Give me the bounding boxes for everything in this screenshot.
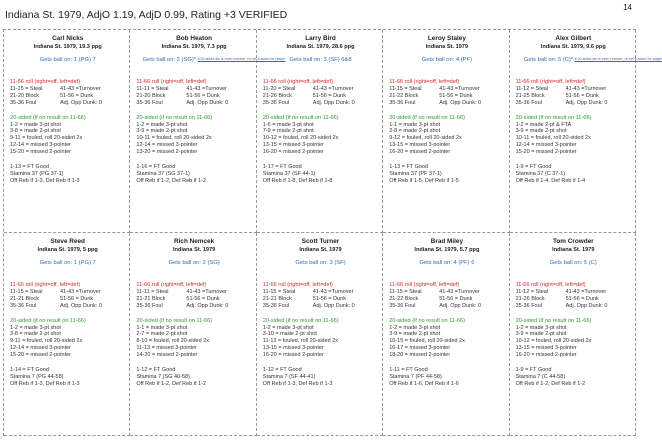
roll-left: 35-36 Foul <box>389 302 416 309</box>
rebound: Off Reb if 1-2, Def Reb if 1-2 <box>136 177 206 184</box>
roll-20-row: 16-17 = missed 3-pointer <box>389 345 451 352</box>
player-team: Indiana St. 1979 <box>172 247 216 253</box>
roll-right: 41-43 =Turnover <box>565 288 607 295</box>
roll-right: Adj. Opp Dunk: 0 <box>186 99 229 106</box>
player-name: Leroy Staley <box>427 35 466 42</box>
gets-ball-label: Gets ball on: 1 (PG) 7 <box>39 57 96 63</box>
roll-20-row: 16-20 = missed 2-pointer <box>389 149 451 156</box>
roll-left: 11-15 = Steal <box>262 288 296 295</box>
player-card <box>510 30 662 233</box>
roll-20-row: 11-13 = missed 3-pointer <box>136 345 197 352</box>
roll-left: 35-36 Foul <box>10 99 37 106</box>
stamina: Stamina 7 (SG 40-58) <box>136 373 190 380</box>
gets-ball-label: Gets ball on: 2 (SG)* <box>142 57 197 63</box>
roll-right: 51-56 = Dunk <box>186 92 220 99</box>
player-team: Indiana St. 1979, 19.3 ppg <box>33 44 102 50</box>
roll-left: 35-36 Foul <box>515 302 542 309</box>
roll-20-row: 12-14 = missed 3-pointer <box>515 142 577 149</box>
roll-left: 11-15 = Steal <box>10 85 43 92</box>
rebound: Off Reb if 1-2, Def Reb if 1-2 <box>515 380 586 387</box>
reroll-note: if 20-sided die is even number, re-roll 8-sided for player <box>574 57 662 62</box>
roll-left: 11-15 = Steal <box>389 85 422 92</box>
roll-11-66-row <box>136 93 251 100</box>
roll-11-66-row <box>516 303 631 310</box>
roll-11-66-row <box>389 93 504 100</box>
rebound: Off Reb if 1-8, Def Reb if 1-8 <box>262 177 333 184</box>
roll-right: Adj. Opp Dunk: 0 <box>565 302 608 309</box>
rebound: Off Reb if 1-4, Def Reb if 1-4 <box>515 177 586 184</box>
player-card <box>257 233 383 436</box>
player-card <box>4 233 130 436</box>
player-name: Rich Nemcek <box>174 238 215 245</box>
roll-20-header: 20-sided (if no result on 11-66) <box>10 317 86 324</box>
roll-left: 21-21 Block <box>262 295 292 302</box>
player-team: Indiana St. 1979, 28.6 ppg <box>286 44 355 50</box>
roll-right: 51-56 = Dunk <box>439 295 473 302</box>
roll-20-header: 20-sided (if no result on 11-66) <box>389 317 465 324</box>
player-team: Indiana St. 1979 <box>299 247 342 253</box>
roll-left: 11-20 = Steal <box>262 85 296 92</box>
roll-right: 51-56 = Dunk <box>565 295 599 302</box>
player-name: Brad Miley <box>430 238 464 245</box>
roll-20-row: 3-9 = made 2-pt shot <box>389 331 441 338</box>
roll-20-header: 20-sided (if no result on 11-66) <box>515 114 592 121</box>
roll-11-66-row <box>263 86 378 93</box>
gets-ball-on <box>516 57 662 63</box>
rebound: Off Reb if 1-3, Def Reb if 1-3 <box>10 380 80 387</box>
roll-20-row: 7-9 = made 2-pt shot <box>262 128 314 135</box>
gets-ball-on <box>389 57 504 63</box>
player-team: Indiana St. 1979, 5.7 ppg <box>414 247 480 253</box>
roll-left: 11-12 = Steal <box>515 85 549 92</box>
gets-ball-on <box>516 260 631 266</box>
roll-20-row: 1-6 = made 3-pt shot <box>262 121 314 128</box>
player-card <box>510 233 636 436</box>
roll-20-header: 20-sided (if no result on 11-66) <box>262 317 339 324</box>
roll-11-66-row <box>136 296 251 303</box>
free-throw: 1-16 = FT Good <box>136 164 176 171</box>
player-card-grid <box>3 29 662 436</box>
roll-20-row: 10-15 = fouled, roll 20-sided 2x <box>389 338 465 345</box>
player-name: Scott Turner <box>301 238 340 245</box>
free-throw: 1-13 = FT Good <box>10 164 49 171</box>
roll-20-row: 3-9 = made 2-pt shot <box>136 128 188 135</box>
roll-20-row: 1-2 = made 2-pt & FTA <box>515 121 572 128</box>
roll-11-66-row <box>10 100 125 107</box>
roll-11-66-header: 11-66 roll (right=off, left=def) <box>10 79 81 85</box>
roll-20-row: 13-15 = missed 3-pointer <box>389 142 451 149</box>
player-name: Alex Gilbert <box>555 35 592 42</box>
rebound: Off Reb if 1-3, Def Reb if 1-3 <box>10 177 80 184</box>
roll-right: 51-56 = Dunk <box>60 295 94 302</box>
stamina: Stamina 7 (C 44-58) <box>515 373 566 380</box>
roll-left: 21-25 Block <box>515 92 545 99</box>
roll-11-66-row <box>516 296 631 303</box>
roll-11-66-row <box>263 100 378 107</box>
roll-20-row: 11-13 = fouled, roll 20-sided 2x <box>262 338 339 345</box>
player-team: Indiana St. 1979, 9.6 ppg <box>540 44 606 50</box>
roll-20-row: 9-12 = fouled, roll 20-sided 2x <box>389 135 462 142</box>
roll-20-header: 20-sided (if no result on 11-66) <box>515 317 592 324</box>
roll-11-66-row <box>136 303 251 310</box>
roll-right: 41-43 =Turnover <box>186 288 228 295</box>
player-card <box>257 30 383 233</box>
roll-20-row: 13-15 = missed 3-pointer <box>262 345 324 352</box>
roll-right: 41-43 =Turnover <box>186 85 228 92</box>
roll-11-66-header: 11-66 roll (right=off, left=def) <box>389 282 460 288</box>
rebound: Off Reb if 1-3, Def Reb if 1-3 <box>262 380 333 387</box>
roll-20-row: 1-2 = made 3-pt shot <box>10 324 61 331</box>
roll-20-row: 3-8 = made 2-pt shot <box>10 331 61 338</box>
player-team: Indiana St. 1979, 7.3 ppg <box>161 44 227 50</box>
roll-11-66-header: 11-66 roll (right=off, left=def) <box>262 79 333 85</box>
roll-11-66-row <box>516 86 631 93</box>
roll-right: Adj. Opp Dunk: 0 <box>312 99 355 106</box>
free-throw: 1-12 = FT Good <box>262 367 302 374</box>
roll-20-row: 15-20 = missed 2-pointer <box>515 149 577 156</box>
gets-ball-label: Gets ball on: 4 (PF) <box>421 57 473 63</box>
roll-20-row: 13-20 = missed 2-pointer <box>136 149 198 156</box>
roll-11-66-row <box>389 296 504 303</box>
roll-20-header: 20-sided (if no result on 11-66) <box>10 114 86 121</box>
player-team: Indiana St. 1979 <box>425 44 469 50</box>
gets-ball-label: Gets ball on: 1 (PG) 7 <box>39 260 96 266</box>
roll-20-row: 9-11 = fouled, roll 20-sided 2x <box>10 135 83 142</box>
roll-11-66-row <box>389 100 504 107</box>
roll-right: Adj. Opp Dunk: 0 <box>439 302 482 309</box>
stamina: Stamina 37 (PG 37-1) <box>10 170 64 177</box>
roll-right: 51-56 = Dunk <box>312 92 346 99</box>
roll-20-row: 9-11 = fouled, roll 20-sided 2x <box>10 338 83 345</box>
roll-20-row: 12-14 = missed 3-pointer <box>10 142 71 149</box>
roll-20-header: 20-sided (if no result on 11-66) <box>262 114 339 121</box>
roll-20-row: 15-20 = missed 2-pointer <box>10 149 71 156</box>
stamina: Stamina 37 (PF 37-1) <box>389 170 442 177</box>
roll-11-66-row <box>389 86 504 93</box>
roll-right: Adj. Opp Dunk: 0 <box>439 99 482 106</box>
gets-ball-on <box>136 260 251 266</box>
roll-left: 21-20 Block <box>10 92 40 99</box>
gets-ball-label: Gets ball on: 3 (SF) 6&8 <box>289 57 352 63</box>
rebound: Off Reb if 1-5, Def Reb if 1-5 <box>389 177 459 184</box>
roll-11-66-row <box>10 289 125 296</box>
roll-20-row: 1-2 = made 3-pt shot <box>10 121 61 128</box>
roll-right: 41-43 =Turnover <box>60 288 101 295</box>
roll-right: 51-56 = Dunk <box>186 295 220 302</box>
roll-11-66-row <box>136 100 251 107</box>
roll-left: 35-36 Foul <box>389 99 416 106</box>
roll-11-66-row <box>516 100 631 107</box>
player-name: Tom Crowder <box>552 238 594 245</box>
roll-20-row: 12-14 = missed 3-pointer <box>136 142 198 149</box>
roll-20-row: 16-20 = missed 2-pointer <box>262 149 324 156</box>
rebound: Off Reb if 1-6, Def Reb if 1-6 <box>389 380 459 387</box>
gets-ball-on <box>263 57 378 63</box>
roll-right: 51-56 = Dunk <box>439 92 473 99</box>
free-throw: 1-12 = FT Good <box>136 367 176 374</box>
free-throw: 1-9 = FT Good <box>515 367 552 374</box>
player-name: Bob Heaton <box>176 35 213 42</box>
roll-20-row: 10-12 = fouled, roll 20-sided 2x <box>515 338 592 345</box>
roll-20-row: 1-1 = made 3-pt shot <box>389 121 441 128</box>
roll-right: 41-43 =Turnover <box>312 288 354 295</box>
roll-20-header: 20-sided (if no result on 11-66) <box>136 114 213 121</box>
roll-20-row: 13-15 = missed 3-pointer <box>515 345 577 352</box>
roll-left: 21-22 Block <box>389 295 419 302</box>
roll-11-66-row <box>516 93 631 100</box>
player-card <box>4 30 130 233</box>
player-name: Steve Reed <box>50 238 85 245</box>
roll-left: 35-36 Foul <box>262 302 290 309</box>
roll-11-66-row <box>516 289 631 296</box>
player-card <box>383 233 509 436</box>
gets-ball-label: Gets ball on: 5 (C) <box>549 260 597 266</box>
roll-20-row: 2-8 = made 2-pt shot <box>389 128 441 135</box>
stamina: Stamina 37 (SG 37-1) <box>136 170 190 177</box>
roll-20-row: 1-1 = made 3-pt shot <box>136 324 188 331</box>
roll-11-66-header: 11-66 roll (right=off, left=def) <box>10 282 81 288</box>
gets-ball-on <box>136 57 286 63</box>
roll-20-header: 20-sided (if no result on 11-66) <box>136 317 213 324</box>
roll-20-row: 15-20 = missed 2-pointer <box>10 352 71 359</box>
roll-left: 21-26 Block <box>515 295 545 302</box>
roll-right: Adj. Opp Dunk: 0 <box>186 302 229 309</box>
roll-20-row: 10-11 = fouled, roll 20-sided 2x <box>515 135 591 142</box>
roll-20-row: 2-7 = made 2-pt shot <box>136 331 188 338</box>
roll-20-row: 1-2 = made 3-pt shot <box>389 324 441 331</box>
player-card <box>130 233 256 436</box>
roll-20-row: 16-20 = missed 2-pointer <box>262 352 324 359</box>
roll-right: Adj. Opp Dunk: 0 <box>60 99 102 106</box>
roll-20-row: 3-9 = made 2-pt shot <box>515 331 567 338</box>
gets-ball-label: Gets ball on: 2 (SG) <box>168 260 220 266</box>
roll-right: Adj. Opp Dunk: 0 <box>565 99 608 106</box>
stamina: Stamina 37 (SF 44-1) <box>262 170 316 177</box>
roll-left: 21-21 Block <box>10 295 40 302</box>
roll-left: 11-15 = Steal <box>389 288 422 295</box>
stamina: Stamina 7 (SF 44-41) <box>262 373 316 380</box>
roll-left: 11-11 = Steal <box>136 288 169 295</box>
gets-ball-on <box>263 260 378 266</box>
gets-ball-on <box>10 260 125 266</box>
roll-11-66-header: 11-66 roll (right=off, left=def) <box>262 282 333 288</box>
roll-20-row: 10-12 = fouled, roll 20-sided 2x <box>262 135 339 142</box>
player-name: Carl Nicks <box>52 35 84 42</box>
roll-left: 21-21 Block <box>136 295 166 302</box>
stamina: Stamina 7 (PG 44-58) <box>10 373 64 380</box>
roll-11-66-row <box>389 303 504 310</box>
gets-ball-on <box>389 260 504 266</box>
roll-right: 41-43 =Turnover <box>439 288 480 295</box>
roll-right: 41-43 =Turnover <box>565 85 607 92</box>
roll-20-header: 20-sided (if no result on 11-66) <box>389 114 465 121</box>
player-team: Indiana St. 1979, 5 ppg <box>37 247 98 253</box>
player-card <box>383 30 509 233</box>
gets-ball-label: Gets ball on: 5 (C)* <box>523 57 574 63</box>
roll-20-row: 18-20 = missed 2-pointer <box>389 352 451 359</box>
rebound: Off Reb if 1-2, Def Reb if 1-2 <box>136 380 206 387</box>
roll-right: 51-56 = Dunk <box>565 92 599 99</box>
free-throw: 1-17 = FT Good <box>262 164 302 171</box>
roll-left: 35-36 Foul <box>136 302 163 309</box>
roll-11-66-row <box>10 93 125 100</box>
roll-left: 35-36 Foul <box>262 99 290 106</box>
roll-20-row: 12-14 = missed 3-pointer <box>10 345 71 352</box>
roll-left: 35-36 Foul <box>10 302 37 309</box>
free-throw: 1-13 = FT Good <box>389 164 429 171</box>
roll-left: 35-36 Foul <box>136 99 163 106</box>
reroll-note: if 20-sided die is even number, re-roll 8-sided for player <box>197 57 286 62</box>
roll-11-66-row <box>263 296 378 303</box>
roll-left: 21-22 Block <box>389 92 419 99</box>
roll-11-66-header: 11-66 roll (right=off, left=def) <box>136 282 207 288</box>
roll-left: 21-26 Block <box>262 92 292 99</box>
roll-20-row: 13-15 = missed 3-pointer <box>262 142 324 149</box>
player-name: Larry Bird <box>305 35 336 42</box>
roll-20-row: 1-2 = made 3-pt shot <box>515 324 567 331</box>
roll-11-66-header: 11-66 roll (right=off, left=def) <box>515 282 586 288</box>
roll-11-66-row <box>10 86 125 93</box>
roll-20-row: 8-10 = fouled, roll 20-sided 2x <box>136 338 210 345</box>
gets-ball-label: Gets ball on: 4 (PF) 6 <box>419 260 475 266</box>
page-number: 14 <box>623 3 632 12</box>
roll-20-row: 16-20 = missed 2-pointer <box>515 352 577 359</box>
roll-right: Adj. Opp Dunk: 0 <box>312 302 355 309</box>
roll-20-row: 1-2 = made 3-pt shot <box>136 121 188 128</box>
roll-20-row: 3-9 = made 2-pt shot <box>515 128 567 135</box>
roll-left: 35-36 Foul <box>515 99 542 106</box>
stamina: Stamina 37 (C 37-1) <box>515 170 566 177</box>
roll-20-row: 3-10 = made 2-pt shot <box>262 331 317 338</box>
gets-ball-on <box>10 57 125 63</box>
roll-right: Adj. Opp Dunk: 0 <box>60 302 102 309</box>
roll-left: 11-12 = Steal <box>515 288 549 295</box>
roll-11-66-row <box>136 289 251 296</box>
page-title: Indiana St. 1979, AdjO 1.19, AdjD 0.99, Rating +3 VERIFIED <box>5 9 288 21</box>
roll-left: 11-11 = Steal <box>136 85 169 92</box>
player-team: Indiana St. 1979 <box>552 247 595 253</box>
roll-right: 51-56 = Dunk <box>60 92 94 99</box>
free-throw: 1-9 = FT Good <box>515 164 552 171</box>
roll-11-66-row <box>263 289 378 296</box>
roll-20-row: 1-2 = made 3-pt shot <box>262 324 314 331</box>
roll-20-row: 3-8 = made 2-pt shot <box>10 128 61 135</box>
roll-11-66-row <box>10 303 125 310</box>
gets-ball-label: Gets ball on: 3 (SF) <box>295 260 346 266</box>
roll-11-66-row <box>263 93 378 100</box>
free-throw: 1-11 = FT Good <box>389 367 428 374</box>
roll-11-66-row <box>263 303 378 310</box>
roll-left: 11-15 = Steal <box>10 288 43 295</box>
roll-right: 51-56 = Dunk <box>312 295 346 302</box>
roll-11-66-row <box>136 86 251 93</box>
roll-left: 21-20 Block <box>136 92 166 99</box>
roll-right: 41-43 =Turnover <box>439 85 480 92</box>
stamina: Stamina 7 (PF 44-58) <box>389 373 442 380</box>
roll-11-66-row <box>10 296 125 303</box>
roll-20-row: 10-11 = fouled, roll 20-sided 2x <box>136 135 212 142</box>
roll-right: 41-43 =Turnover <box>312 85 354 92</box>
roll-20-row: 14-20 = missed 2-pointer <box>136 352 198 359</box>
free-throw: 1-14 = FT Good <box>10 367 49 374</box>
roll-11-66-header: 11-66 roll (right=off, left=def) <box>136 79 207 85</box>
roll-11-66-header: 11-66 roll (right=off, left=def) <box>515 79 586 85</box>
roll-11-66-row <box>389 289 504 296</box>
roll-right: 41-43 =Turnover <box>60 85 101 92</box>
roll-11-66-header: 11-66 roll (right=off, left=def) <box>389 79 460 85</box>
